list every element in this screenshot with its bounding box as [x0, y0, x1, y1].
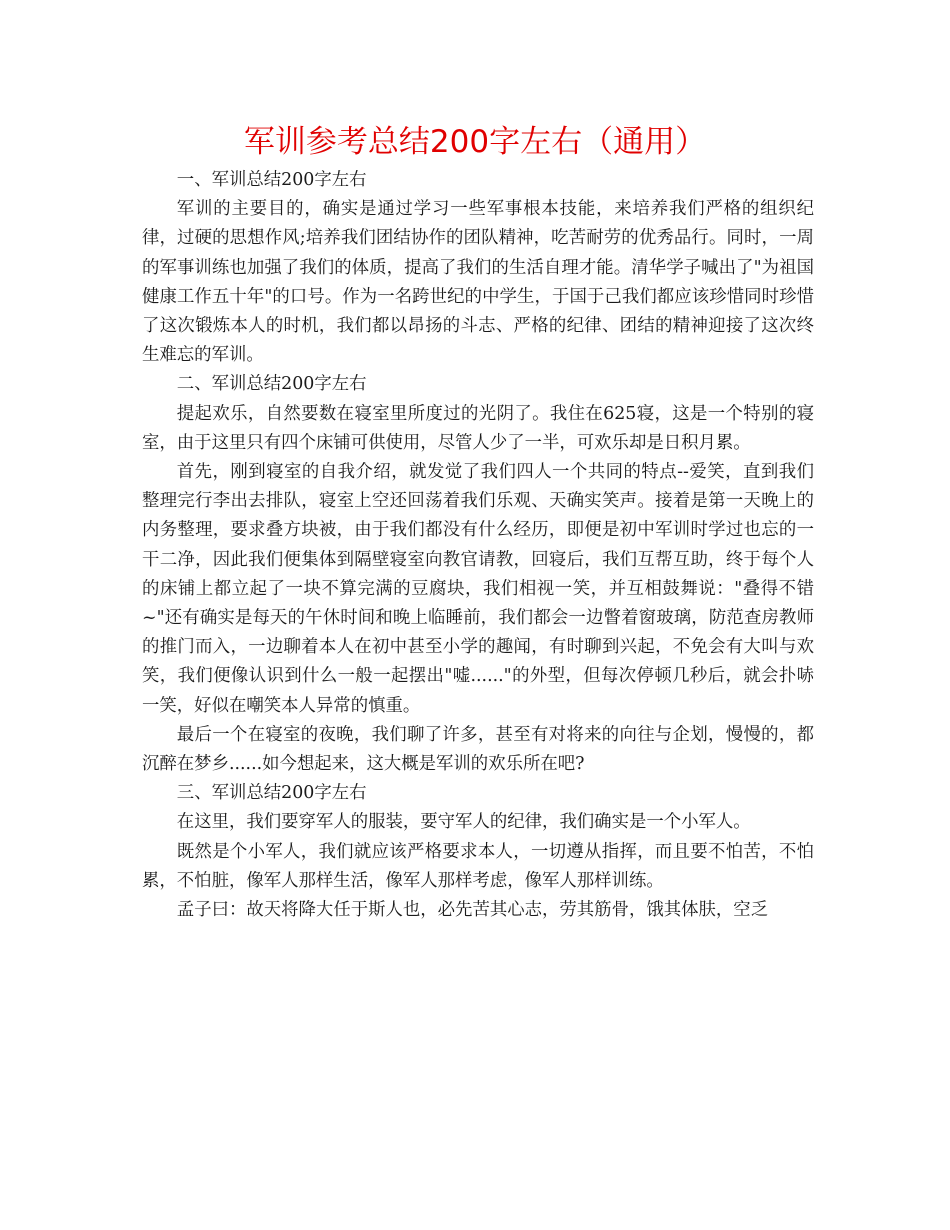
paragraph: 首先，刚到寝室的自我介绍，就发觉了我们四人一个共同的特点--爱笑，直到我们整理完行李出去排队，寝室上空还回荡着我们乐观、天确实笑声。接着是第一天晚上的内务整理，要求叠方块被，由于我们都没有什么经历，即便是初中军训时学过也忘的一干二净，因此我们便集体到隔壁寝室向教官请教，回寝后，我们互帮互助，终于每个人的床铺上都立起了一块不算完满的豆腐块，我们相视一笑，并互相鼓舞说："叠得不错~"还有确实是每天的午休时间和晚上临睡前，我们都会一边瞥着窗玻璃，防范查房教师的推门而入，一边聊着本人在初中甚至小学的趣闻，有时聊到兴起，不免会有大叫与欢笑，我们便像认识到什么一般一起摆出"嘘......"的外型，但每次停顿几秒后，就会扑哧一笑，好似在嘲笑本人异常的慎重。 [142, 462, 814, 716]
paragraph: 最后一个在寝室的夜晚，我们聊了许多，甚至有对将来的向往与企划，慢慢的，都沉醉在梦乡......如今想起来，这大概是军训的欢乐所在吧? [142, 724, 814, 775]
document-title: 军训参考总结200字左右（通用） [243, 124, 707, 160]
document-body [142, 166, 814, 925]
section-heading-1: 一、军训总结200字左右 [176, 170, 367, 190]
paragraph: 在这里，我们要穿军人的服装，要守军人的纪律，我们确实是一个小军人。 [176, 812, 751, 833]
section-heading-2: 二、军训总结200字左右 [176, 374, 367, 395]
paragraph: 既然是个小军人，我们就应该严格要求本人，一切遵从指挥，而且要不怕苦，不怕累，不怕脏，像军人那样生活，像军人那样考虑，像军人那样训练。 [142, 841, 814, 891]
paragraph: 孟子曰：故天将降大任于斯人也，必先苦其心志，劳其筋骨，饿其体肤，空乏 [176, 900, 769, 921]
paragraph: 提起欢乐，自然要数在寝室里所度过的光阴了。我住在625寝，这是一个特别的寝室，由于这里只有四个床铺可供使用，尽管人少了一半，可欢乐却是日积月累。 [142, 403, 814, 453]
paragraph: 军训的主要目的，确实是通过学习一些军事根本技能，来培养我们严格的组织纪律，过硬的思想作风;培养我们团结协作的团队精神，吃苦耐劳的优秀品行。同时，一周的军事训练也加强了我们的体质，提高了我们的生活自理才能。清华学子喊出了"为祖国健康工作五十年"的口号。作为一名跨世纪的中学生，于国于己我们都应该珍惜同时珍惜了这次锻炼本人的时机，我们都以昂扬的斗志、严格的纪律、团结的精神迎接了这次终生难忘的军训。 [142, 199, 814, 366]
section-heading-3: 三、军训总结200字左右 [176, 783, 367, 804]
